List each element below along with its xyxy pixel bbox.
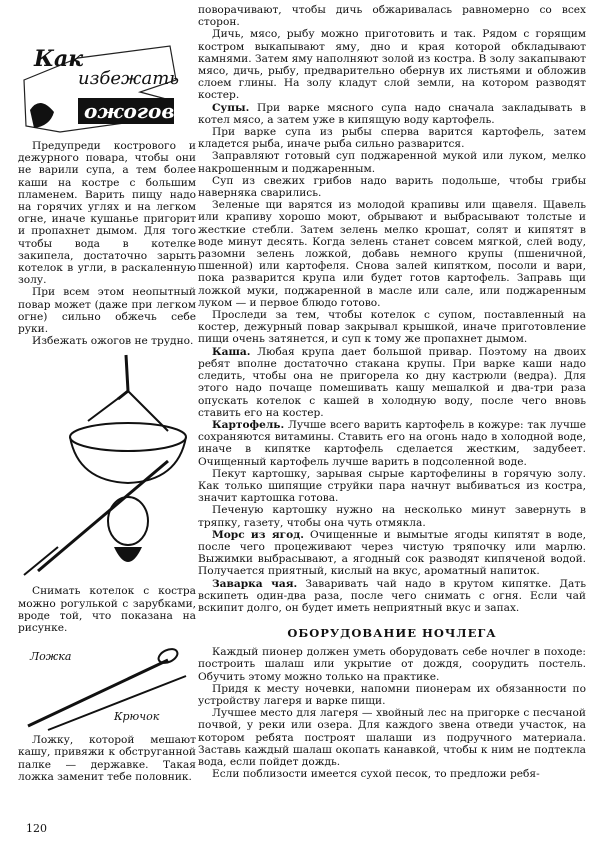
porridge-heading: Каша. [212,345,251,358]
pot-hook-illustration [18,351,196,585]
title-word-3: ожогов [84,99,175,123]
left-paragraph-2: При всем этом неопытный повар может (даже при легком огне) сильно обжечь себе руки. [18,286,196,336]
potato-paragraph: Картофель. Лучше всего варить картофель в кожуре: так лучше сохраняются витамины. Ставить его на огонь надо в холодной воде, иначе в кипятке картофель сделается жестким, задубеет. Очищенный картофель лучше варить в подсоленной воде. [198,418,586,468]
right-paragraph-7: Зеленые щи варятся из молодой крапивы или щавеля. Щавель или крапиву хорошо моют, обрывают и выбрасывают толстые и жесткие стебли. Затем зелень мелко крошат, солят и кипятят в воде минут десять. Когда зелень станет совсем мягкой, слей воду, разомни зелень ложкой, добавь немного крупы (пшеничной, пшенной) или картофеля. Снова залей кипятком, посоли и вари, пока разварится крупа или будет готов картофель. Заправь щи ложкой муки, поджаренной в масле или сале, или поджаренным луком — и первое блюдо готово. [198,199,586,309]
left-caption-2: Ложку, которой мешают кашу, привяжи к обструганной палке — державке. Такая ложка заменит тебе половник. [18,734,196,783]
pot-rim [70,423,186,451]
right-column [198,4,586,780]
left-column [18,140,196,783]
left-paragraph-1: Предупреди кострового и дежурного повара, чтобы они не варили супа, а тем более каши на костре с большим пламенем. Варить пищу надо на горячих углях и на легком огне, иначе кушанье пригорит и пропахнет дымом. Для того чтобы вода в котелке закипела, достаточно зарыть котелок в угли, в раскаленную золу. [18,140,196,287]
porridge-paragraph: Каша. Любая крупа дает большой привар. Поэтому на двоих ребят вполне достаточно стакана крупы. При варке каши надо следить, чтобы она не пригорела ко дну кастрюли (ведра). Для этого надо почаще помешивать кашу мешалкой и два-три раза опускать котелок с кашей в холодную воду, после чего вновь ставить его на костер. [198,345,586,419]
title-word-2: избежать [78,68,180,89]
right-paragraph-5: Заправляют готовый суп поджаренной мукой или луком, мелко накрошенным и поджаренным. [198,150,586,175]
right-paragraph-12: Печеную картошку нужно на несколько минут завернуть в тряпку, газету, чтобы она чуть отмякла. [198,504,586,529]
title-illustration [20,40,182,140]
page-number: 120 [26,822,47,835]
title-word-1: Как [34,46,84,72]
right-paragraph-6: Суп из свежих грибов надо варить подольше, чтобы грибы наверняка сварились. [198,174,586,200]
right-paragraph-18: Если поблизости имеется сухой песок, то предложи ребя- [212,768,540,781]
right-paragraph-16: Придя к месту ночевки, напомни пионерам их обязанности по устройству лагеря и варке пищи. [198,682,586,707]
left-caption-1: Снимать котелок с костра можно рогулькой с зарубками, вроде той, что показана на рисунке. [18,585,196,635]
right-paragraph-11: Пекут картошку, зарывая сырые картофелины в горячую золу. Как только шипящие струйки пара начнут выбиваться из костра, значит картошка готова. [198,467,586,505]
spoon-illustration [18,640,196,734]
right-paragraph-17: Лучшее место для лагеря — хвойный лес на пригорке с песчаной почвой, у реки или озера. Для каждого звена отведи участок, на котором ребята построят шалаши из подручного материала. Заставь каждый шалаш окопать канавкой, чтобы к ним не подтекла вода, если пойдет дождь. [198,707,586,768]
tea-heading: Заварка чая. [212,577,298,590]
right-paragraph-15: Каждый пионер должен уметь оборудовать себе ночлег в походе: построить шалаш или укрытие от дождя, соорудить постель. Обучить этому можно только на практике. [198,646,586,683]
soups-heading: Супы. [212,101,250,114]
pot-body [70,437,186,483]
small-pot [108,497,148,545]
forked-stick-base [24,547,58,575]
title-ink-blot [30,103,54,128]
label-hook: Крючок [114,710,160,724]
berry-drink-heading: Морс из ягод. [212,528,304,541]
right-paragraph-8: Проследи за тем, чтобы котелок с супом, поставленный на костер, дежурный повар закрывал крышкой, иначе приготовление пищи очень затянется, и суп к тому же пропахнет дымом. [198,309,586,346]
right-paragraph-1: поворачивают, чтобы дичь обжаривалась равномерно со всех сторон. [198,4,586,29]
right-paragraph-2: Дичь, мясо, рыбу можно приготовить и так. Рядом с горящим костром выкапывают яму, дно и края которой обкладывают камнями. Затем яму наполняют золой из костра. В золу закапывают мясо, дичь, рыбу, предварительно обернув их листьями и обложив слоем глины. На золу кладут слой земли, на котором разводят костер. [198,28,586,102]
right-paragraph-4: При варке супа из рыбы сперва варится картофель, затем кладется рыба, иначе рыба сильно разварится. [198,126,586,151]
fire-flames [114,547,142,562]
section-heading-lodging: ОБОРУДОВАНИЕ НОЧЛЕГА [287,626,497,641]
potato-heading: Картофель. [212,418,285,431]
berry-drink-paragraph: Морс из ягод. Очищенные и вымытые ягоды кипятят в воде, после чего процеживают через чистую тряпочку или марлю. Выжимки выбрасывают, а ягодный сок разводят кипяченой водой. Получается приятный, кислый на вкус, ароматный напиток. [198,528,586,578]
tea-paragraph: Заварка чая. Заваривать чай надо в крутом кипятке. Дать вскипеть один-два раза, после чего снимать с огня. Если чай вскипит долго, он будет иметь неприятный вкус и запах. [198,577,586,614]
soups-paragraph: Супы. При варке мясного супа надо сначала закладывать в котел мясо, а затем уже в кипящую воду картофель. [198,101,586,126]
label-spoon: Ложка [30,650,72,664]
left-paragraph-3: Избежать ожогов не трудно. [32,335,194,348]
